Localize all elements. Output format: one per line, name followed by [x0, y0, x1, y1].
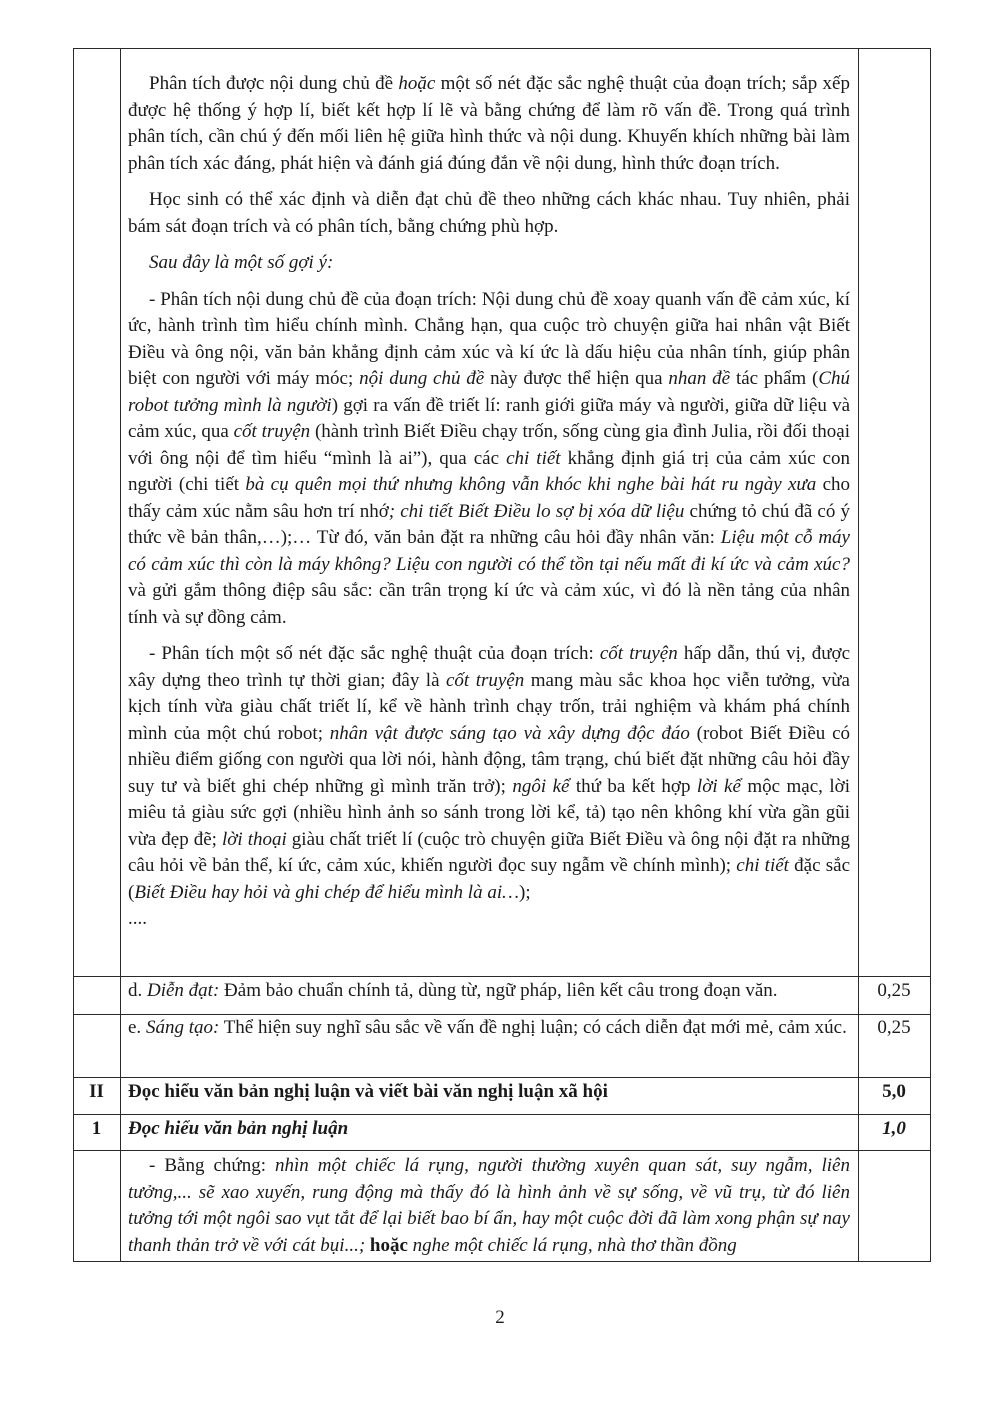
text: (robot Biết Điều có nhiều điểm giống con người qua lời nói, hành động, tâm trạng, chú biết đặt những câu hỏi đầy suy tư và biết ghi chép những gì mình trăn trở);: [128, 722, 850, 797]
row-d-prefix: d.: [128, 980, 147, 1001]
section-c-content: [128, 71, 850, 933]
text: và gửi gắm thông điệp sâu sắc: cần trân trọng kí ức và cảm xúc, vì đó là nền tảng của nhân tính và sự đồng cảm.: [128, 580, 850, 628]
text-italic: nhan đề: [668, 368, 731, 389]
row-II-score: 5,0: [882, 1081, 906, 1102]
row-divider-d: [74, 976, 930, 977]
text: này được thể hiện qua: [484, 368, 669, 389]
row-e-label: Sáng tạo:: [145, 1017, 220, 1038]
page-number: 2: [495, 1307, 505, 1328]
text: giàu chất triết lí (cuộc trò chuyện giữa Biết Điều và ông nội đặt ra những câu hỏi về bản thể, kí ức, cảm xúc, khiến người đọc suy ngẫm về chính mình);: [128, 828, 850, 876]
text: thứ ba kết hợp: [569, 775, 697, 797]
text: khẳng định giá trị của cảm xúc con người (chi tiết: [128, 447, 850, 495]
text-ellipsis: ....: [128, 908, 147, 929]
text-italic: Biết Điều hay hỏi và ghi chép để hiểu mình là ai…: [134, 881, 519, 903]
row-divider-last: [74, 1150, 930, 1151]
row-divider-1: [74, 1114, 930, 1115]
text-bold: hoặc: [365, 1234, 413, 1256]
text: mang màu sắc khoa học viễn tưởng, vừa kịch tính vừa giàu chất triết lí, kể về hành trình chạy trốn, trải nghiệm và khám phá chính mình của một chú robot;: [128, 669, 850, 744]
text-italic: nội dung chủ đề: [359, 368, 485, 389]
text-italic: nghe một chiếc lá rụng, nhà thơ thần đồng: [412, 1234, 737, 1256]
text-italic: chi tiết: [506, 447, 561, 469]
text-italic: lời thoại: [221, 828, 287, 850]
row-e-text: Thể hiện suy nghĩ sâu sắc về vấn đề nghị luận; có cách diễn đạt mới mẻ, cảm xúc.: [219, 1017, 847, 1038]
text-italic: hoặc: [398, 73, 436, 94]
row-evidence-content: [128, 1153, 850, 1259]
text: đặc sắc (: [128, 855, 851, 903]
text: hấp dẫn, thú vị, được xây dựng theo trình tự thời gian; đây là: [128, 643, 851, 691]
row-e-prefix: e.: [128, 1017, 146, 1038]
paragraph-art-analysis: [128, 641, 850, 933]
row-1-title: Đọc hiểu văn bản nghị luận: [128, 1118, 349, 1139]
text: chứng tỏ chú đã có ý thức về bản thân,…);… Từ đó, văn bản đặt ra những câu hỏi đầy nhân văn:: [128, 500, 851, 548]
text: tác phẩm (: [730, 368, 819, 389]
row-e-score: 0,25: [877, 1017, 911, 1038]
paragraph-evidence: [128, 1153, 850, 1259]
text-italic: cốt truyện: [233, 421, 311, 442]
row-d-content: [128, 978, 850, 1005]
column-divider-1: [120, 49, 121, 1261]
text: - Bằng chứng:: [149, 1155, 275, 1176]
row-e-content: [128, 1015, 850, 1042]
text-italic: cốt truyện: [446, 669, 525, 691]
row-II-number: II: [89, 1081, 104, 1102]
row-d-score: 0,25: [877, 980, 911, 1001]
text-italic: chi tiết: [736, 855, 789, 876]
text-italic: ; chi tiết Biết Điều lo sợ bị xóa dữ liệu: [388, 500, 685, 522]
row-d-text: Đảm bảo chuẩn chính tả, dùng từ, ngữ pháp, liên kết câu trong đoạn văn.: [219, 980, 778, 1001]
row-1-score: 1,0: [882, 1118, 906, 1139]
row-divider-II: [74, 1077, 930, 1078]
text-italic: bà cụ quên mọi thứ nhưng không vẫn khóc khi nghe bài hát ru ngày xưa: [245, 474, 817, 495]
text-italic: nhìn một chiếc lá rụng, người thường xuyên quan sát, suy ngẫm, liên tưởng,... sẽ xao xuyến, rung động mà thấy đó là hình ảnh về sự sống, về vũ trụ, từ đó liên tưởng tới một ngôi sao vụt tắt để lại biết bao bí ẩn, hay một cuộc đời đã làm xong phận sự nay thanh thản trở về với cát bụi...;: [128, 1155, 850, 1256]
text: (hành trình Biết Điều chạy trốn, sống cùng gia đình Julia, rồi đối thoại với ông nội để tìm hiểu “mình là ai”), qua các: [128, 421, 850, 469]
text: một số nét đặc sắc nghệ thuật của đoạn trích; sắp xếp được hệ thống ý hợp lí, biết kết hợp lí lẽ và bằng chứng để làm rõ vấn đề. Trong quá trình phân tích, cần chú ý đến mối liên hệ giữa hình thức và nội dung. Khuyến khích những bài làm phân tích xác đáng, phát hiện và đánh giá đúng đắn về nội dung, hình thức đoạn trích.: [128, 73, 850, 174]
text-italic: Chú robot tưởng mình là người: [128, 368, 851, 416]
text-italic: nhân vật được sáng tạo và xây dựng độc đáo: [329, 722, 690, 744]
text: mộc mạc, lời miêu tả giàu sức gợi (nhiều hình ảnh so sánh trong lời kể, tả) tạo nên không khí vừa gần gũi vừa đẹp đẽ;: [128, 775, 850, 850]
text-italic: lời kể: [696, 775, 741, 797]
text: Phân tích được nội dung chủ đề: [149, 73, 399, 94]
text: - Phân tích nội dung chủ đề của đoạn trích: Nội dung chủ đề xoay quanh vấn đề cảm xúc, kí ức, hành trình tìm hiểu chính mình. Chẳng hạn, qua cuộc trò chuyện giữa hai nhân vật Biết Điều và ông nội, văn bản khẳng định cảm xúc và kí ức là dấu hiệu của nhân tính, giúp phân biệt con người với máy móc;: [128, 288, 850, 389]
row-d-label: Diễn đạt:: [147, 980, 220, 1001]
paragraph-suggestion-heading: Sau đây là một số gợi ý:: [149, 252, 334, 273]
text: cho thấy cảm xúc nằm sâu hơn trí nhớ: [128, 474, 850, 522]
paragraph-note: Học sinh có thể xác định và diễn đạt chủ đề theo những cách khác nhau. Tuy nhiên, phải bám sát đoạn trích và có phân tích, bằng chứng phù hợp.: [128, 189, 850, 237]
text-italic: cốt truyện: [599, 643, 678, 664]
paragraph-requirement: [128, 71, 850, 177]
text: );: [519, 881, 531, 903]
text-italic: ngôi kể: [512, 775, 570, 797]
text: - Phân tích một số nét đặc sắc nghệ thuật của đoạn trích:: [149, 643, 600, 664]
row-II-title: Đọc hiểu văn bản nghị luận và viết bài văn nghị luận xã hội: [128, 1081, 608, 1102]
paragraph-content-analysis: [128, 287, 850, 632]
row-1-number: 1: [91, 1118, 102, 1139]
text-italic: Liệu một cỗ máy có cảm xúc thì còn là máy không? Liệu con người có thể tồn tại nếu mất đi kí ức và cảm xúc?: [128, 527, 850, 575]
text: ) gợi ra vấn đề triết lí: ranh giới giữa máy và người, giữa dữ liệu và cảm xúc, qua: [128, 394, 851, 442]
